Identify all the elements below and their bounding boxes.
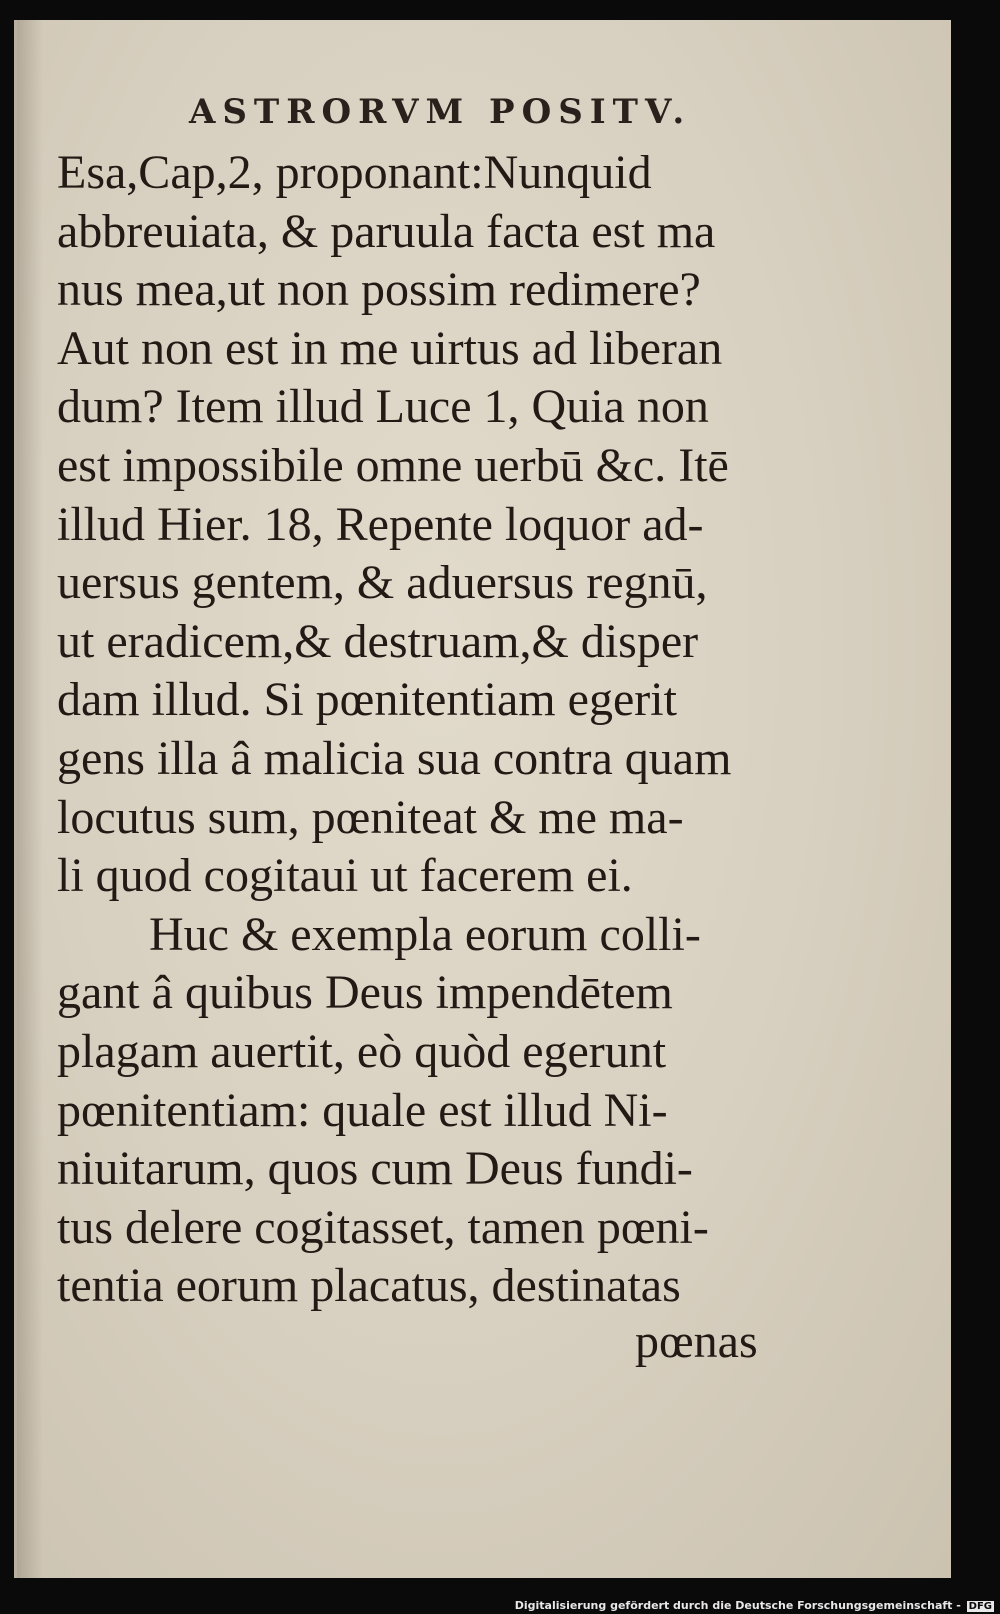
digitization-credit <box>0 1599 994 1612</box>
text-line: plagam auertit, eò quòd egerunt <box>57 1024 667 1078</box>
text-line: abbreuiata, & paruula facta est ma <box>57 204 716 258</box>
text-line: ut eradicem,& destruam,& disper <box>57 614 699 668</box>
text-line: est impossibile omne uerbū &c. Itē <box>57 438 729 492</box>
paragraph-start-line: Huc & exempla eorum colli- <box>149 907 701 961</box>
text-line: Esa,Cap,2, proponant:Nunquid <box>57 146 652 199</box>
text-line: dam illud. Si pœnitentiam egerit <box>57 673 677 727</box>
text-line: dum? Item illud Luce 1, Quia non <box>57 380 709 434</box>
body-text <box>57 144 797 1316</box>
text-line: tentia eorum placatus, destinatas <box>57 1259 681 1313</box>
text-line: pœnitentiam: quale est illud Ni- <box>57 1083 668 1137</box>
text-line: Aut non est in me uirtus ad liberan <box>57 321 723 375</box>
text-line: gant â quibus Deus impendētem <box>57 966 673 1020</box>
running-header: ASTRORVM POSITV. <box>189 92 692 132</box>
credit-text: Digitalisierung gefördert durch die Deutsche Forschungsgemeinschaft - <box>514 1599 961 1612</box>
text-line: nus mea,ut non possim redimere? <box>57 263 701 317</box>
book-page <box>14 20 951 1578</box>
text-line: niuitarum, quos cum Deus fundi- <box>57 1142 693 1196</box>
text-line: uersus gentem, & aduersus regnū, <box>57 556 708 610</box>
text-line: li quod cogitaui ut facerem ei. <box>57 849 633 903</box>
text-line: locutus sum, pœniteat & me ma- <box>57 790 684 844</box>
text-line: gens illa â malicia sua contra quam <box>57 731 732 785</box>
text-line: tus delere cogitasset, tamen pœni- <box>57 1200 709 1254</box>
text-line: illud Hier. 18, Repente loquor ad- <box>57 497 704 551</box>
dfg-logo: DFG <box>968 1601 992 1612</box>
catchword: pœnas <box>635 1315 758 1368</box>
